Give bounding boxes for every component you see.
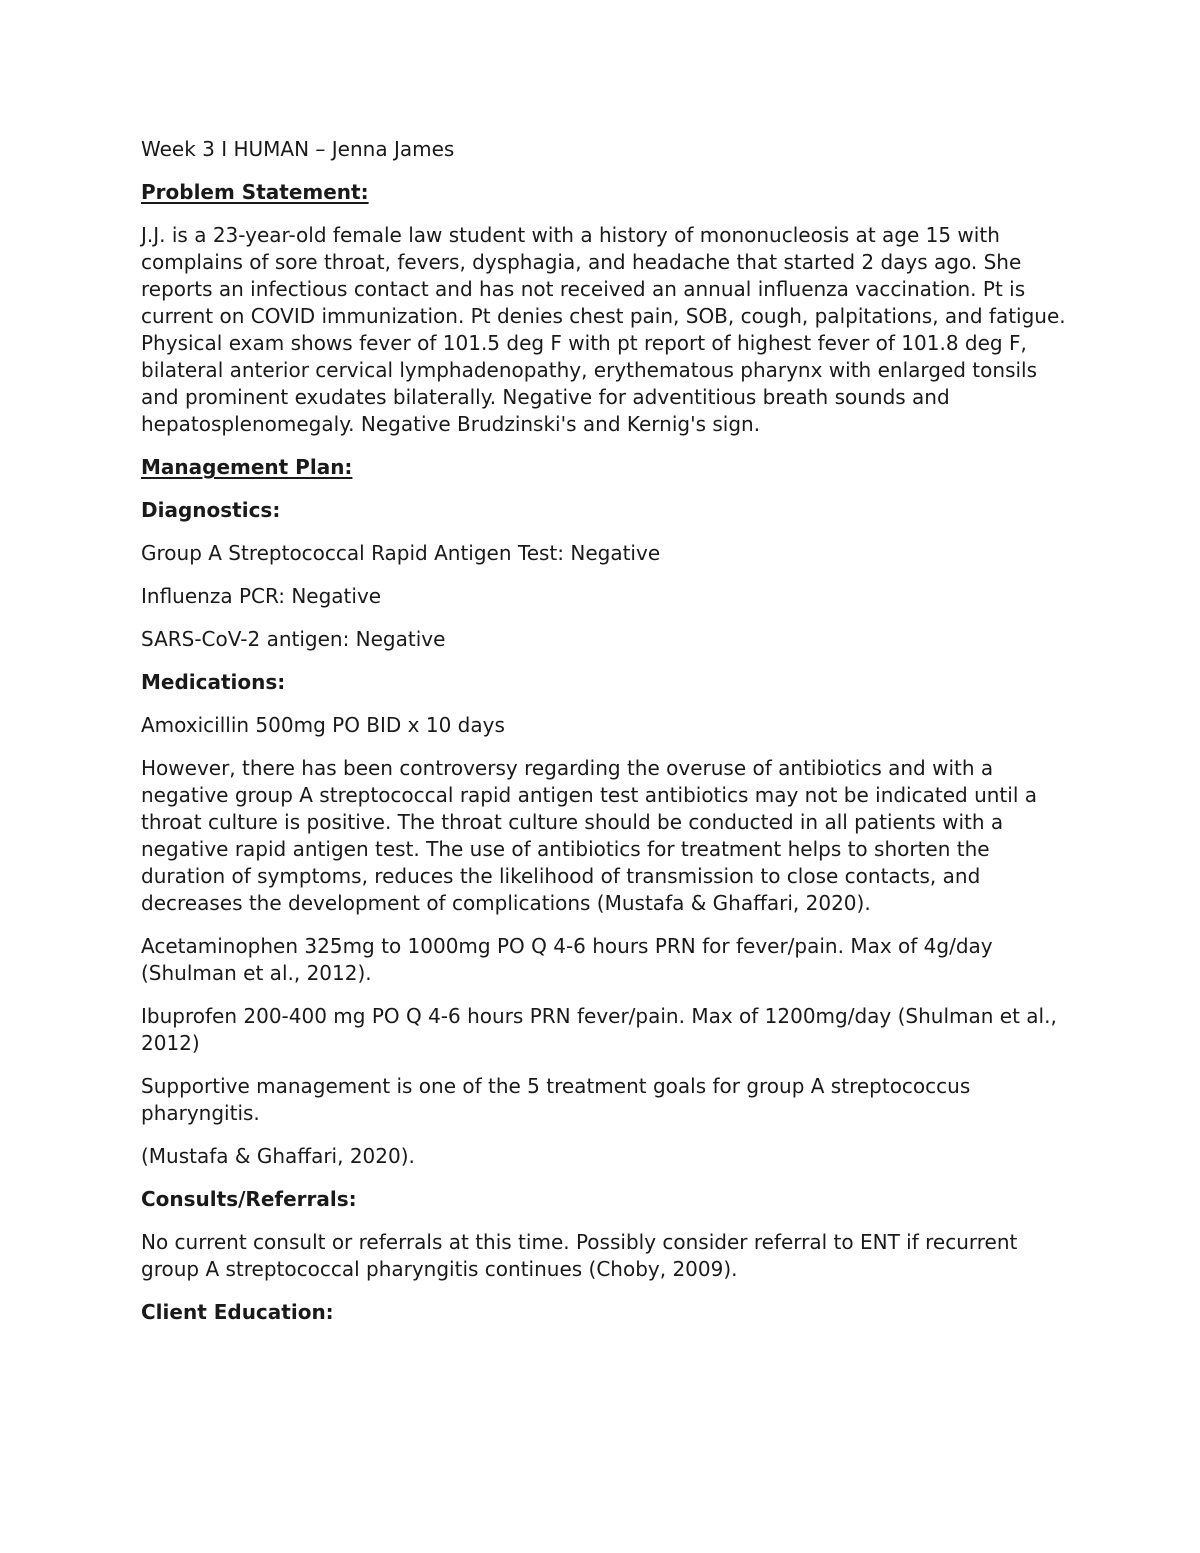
medication-paragraph: Acetaminophen 325mg to 1000mg PO Q 4-6 hours PRN for fever/pain. Max of 4g/day (Shulman et al., 2012). xyxy=(141,934,993,985)
problem-statement-heading: Problem Statement: xyxy=(141,180,369,204)
document-title: Week 3 I HUMAN – Jenna James xyxy=(141,137,455,161)
client-education-heading: Client Education: xyxy=(141,1300,334,1324)
problem-statement-text: J.J. is a 23-year-old female law student with a history of mononucleosis at age 15 with complains of sore throat, fevers, dysphagia, and headache that started 2 days ago. She reports an infectious contact and has not received an annual influenza vaccination. Pt is current on COVID immunization. Pt denies chest pain, SOB, cough, palpitations, and fatigue. Physical exam shows fever of 101.5 deg F with pt report of highest fever of 101.8 deg F, bilateral anterior cervical lymphadenopathy, erythematous pharynx with enlarged tonsils and prominent exudates bilaterally. Negative for adventitious breath sounds and hepatosplenomegaly. Negative Brudzinski's and Kernig's sign. xyxy=(141,223,1066,436)
diagnostic-item: Group A Streptococcal Rapid Antigen Test: Negative xyxy=(141,541,661,565)
diagnostics-heading: Diagnostics: xyxy=(141,498,281,522)
document-page xyxy=(141,136,1071,1342)
diagnostic-item: SARS-CoV-2 antigen: Negative xyxy=(141,627,446,651)
consults-text: No current consult or referrals at this time. Possibly consider referral to ENT if recurrent group A streptococcal pharyngitis continues (Choby, 2009). xyxy=(141,1230,1018,1281)
medication-paragraph: However, there has been controversy regarding the overuse of antibiotics and with a negative group A streptococcal rapid antigen test antibiotics may not be indicated until a throat culture is positive. The throat culture should be conducted in all patients with a negative rapid antigen test. The use of antibiotics for treatment helps to shorten the duration of symptoms, reduces the likelihood of transmission to close contacts, and decreases the development of complications (Mustafa & Ghaffari, 2020). xyxy=(141,756,1037,915)
medication-paragraph: Supportive management is one of the 5 treatment goals for group A streptococcus pharyngitis. xyxy=(141,1074,971,1125)
medications-heading: Medications: xyxy=(141,670,286,694)
management-plan-heading: Management Plan: xyxy=(141,455,353,479)
consults-heading: Consults/Referrals: xyxy=(141,1187,357,1211)
diagnostic-item: Influenza PCR: Negative xyxy=(141,584,382,608)
medication-paragraph: Ibuprofen 200-400 mg PO Q 4-6 hours PRN fever/pain. Max of 1200mg/day (Shulman et al., 2012) xyxy=(141,1004,1057,1055)
medication-paragraph: (Mustafa & Ghaffari, 2020). xyxy=(141,1144,415,1168)
medication-paragraph: Amoxicillin 500mg PO BID x 10 days xyxy=(141,713,505,737)
